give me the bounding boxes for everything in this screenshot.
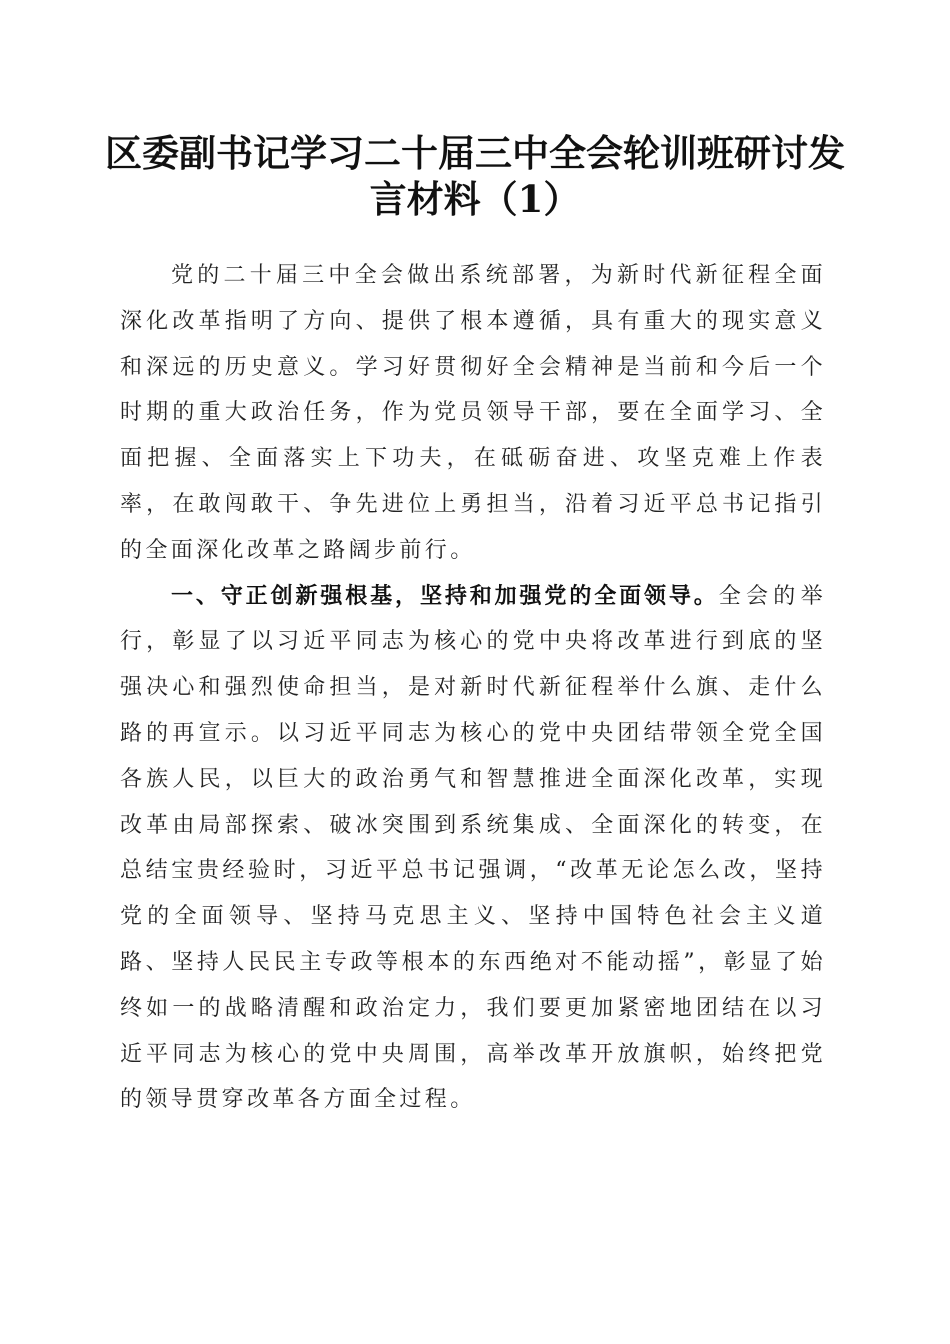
paragraph-intro [120,253,826,574]
section-heading: 一、守正创新强根基，坚持和加强党的全面领导。 [171,583,719,609]
document-body [120,253,826,1123]
paragraph-section-1 [120,574,826,1124]
document-title: 区委副书记学习二十届三中全会轮训班研讨发言材料（1） [105,131,845,221]
paragraph-text: 党的二十届三中全会做出系统部署，为新时代新征程全面深化改革指明了方向、提供了根本遵循，具有重大的现实意义和深远的历史意义。学习好贯彻好全会精神是当前和今后一个时期的重大政治任务，作为党员领导干部，要在全面学习、全面把握、全面落实上下功夫，在砥砺奋进、攻坚克难上作表率，在敢闯敢干、争先进位上勇担当，沿着习近平总书记指引的全面深化改革之路阔步前行。 [120,263,826,563]
paragraph-text: 全会的举行，彰显了以习近平同志为核心的党中央将改革进行到底的坚强决心和强烈使命担当，是对新时代新征程举什么旗、走什么路的再宣示。以习近平同志为核心的党中央团结带领全党全国各族人民，以巨大的政治勇气和智慧推进全面深化改革，实现改革由局部探索、破冰突围到系统集成、全面深化的转变，在总结宝贵经验时，习近平总书记强调，“改革无论怎么改，坚持党的全面领导、坚持马克思主义、坚持中国特色社会主义道路、坚持人民民主专政等根本的东西绝对不能动摇”，彰显了始终如一的战略清醒和政治定力，我们要更加紧密地团结在以习近平同志为核心的党中央周围，高举改革开放旗帜，始终把党的领导贯穿改革各方面全过程。 [120,583,826,1113]
